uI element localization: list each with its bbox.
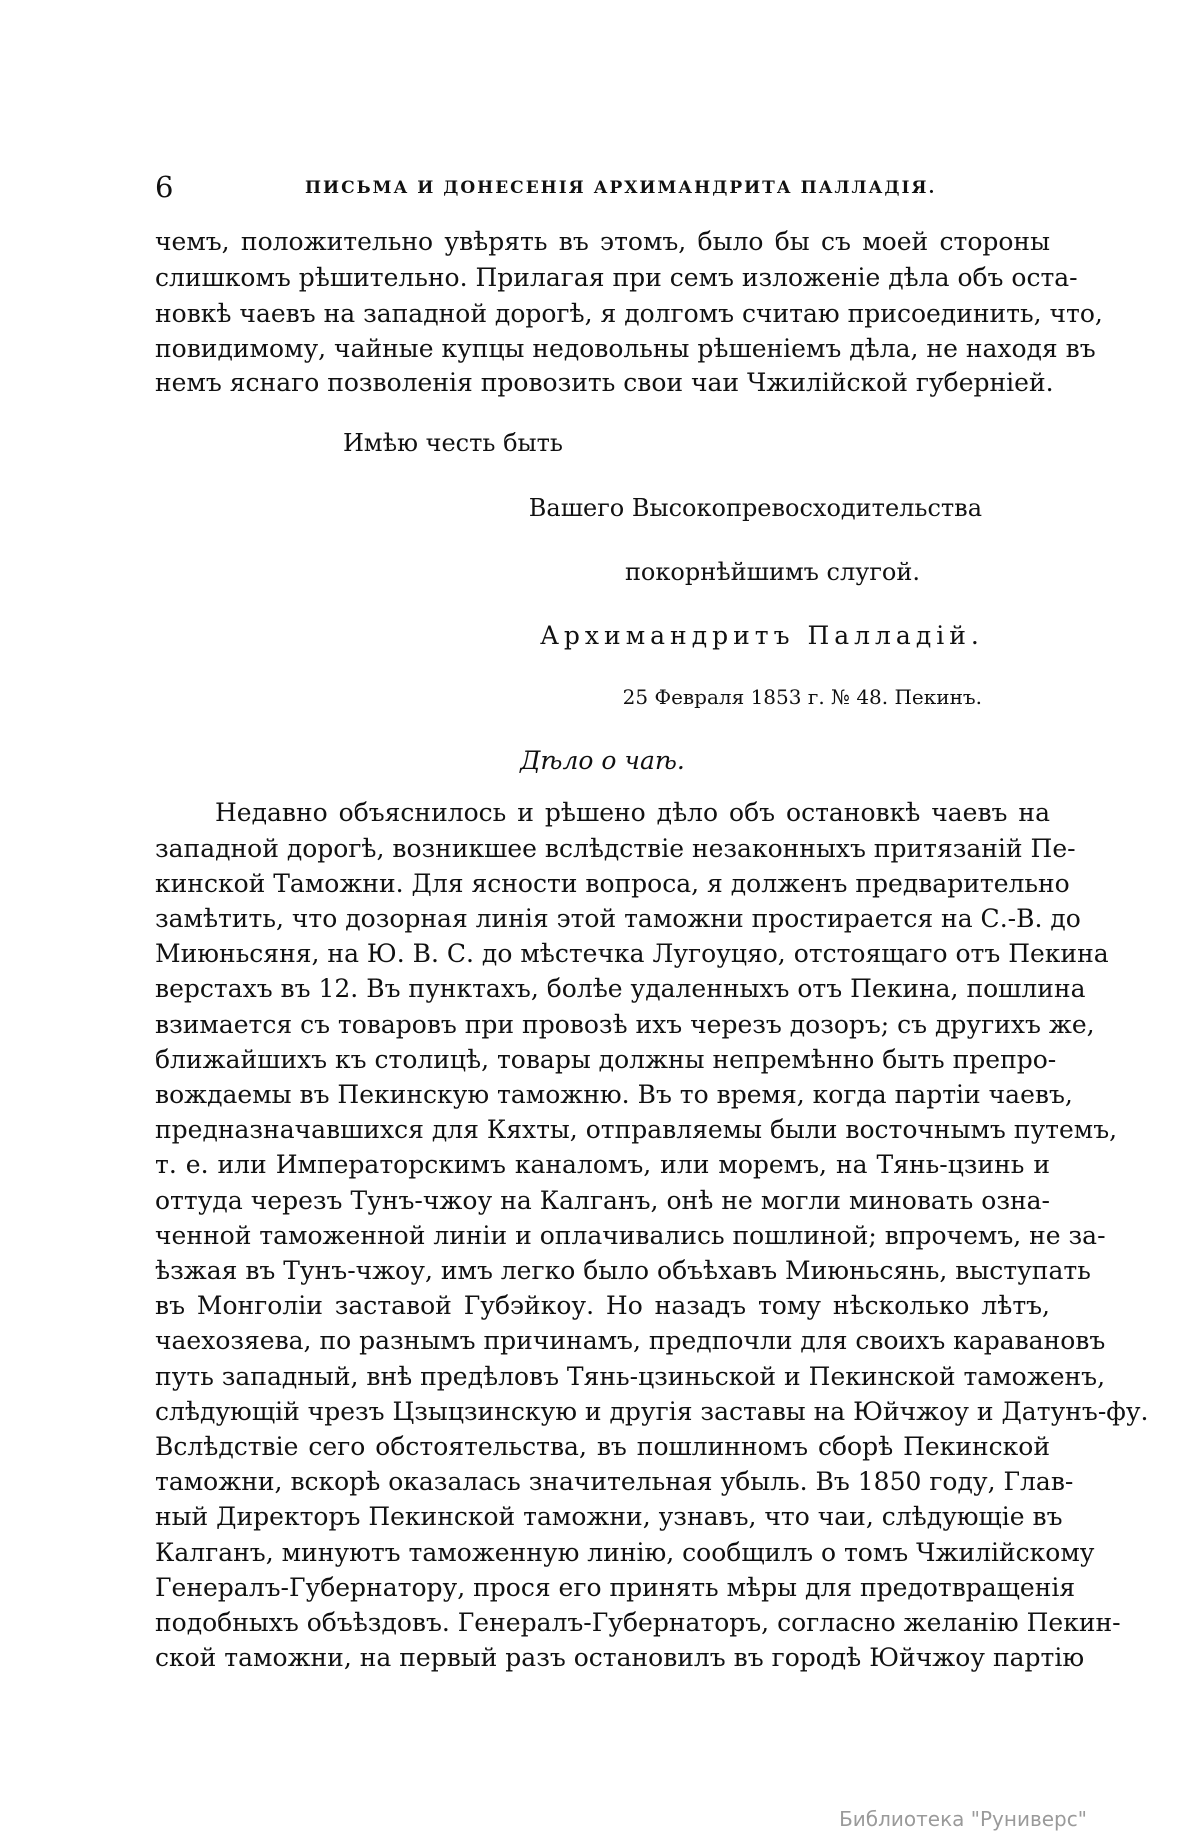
body-line: ный Директоръ Пекинской таможни, узнавъ, что чаи, слѣдующіе въ	[155, 1502, 1063, 1531]
body-line: Недавно объяснилось и рѣшено дѣло объ остановкѣ чаевъ на	[215, 798, 1050, 827]
running-title: ПИСЬМА И ДОНЕСЕНІЯ АРХИМАНДРИТА ПАЛЛАДІЯ.	[305, 178, 937, 198]
body-line: ѣзжая въ Тунъ-чжоу, имъ легко было объѣхавъ Миюньсянь, выступать	[155, 1256, 1091, 1285]
body-line: въ Монголіи заставой Губэйкоу. Но назадъ тому нѣсколько лѣтъ,	[155, 1291, 1050, 1320]
body-line: ченной таможенной линіи и оплачивались пошлиной; впрочемъ, не за-	[155, 1221, 1106, 1250]
body-line: западной дорогѣ, возникшее вслѣдствіе незаконныхъ притязаній Пе-	[155, 834, 1076, 863]
closing-line-1: Имѣю честь быть	[343, 429, 563, 457]
body-line: Миюньсяня, на Ю. В. С. до мѣстечка Лугоуцяо, отстоящаго отъ Пекина	[155, 939, 1109, 968]
letter-line: немъ яснаго позволенія провозить свои чаи Чжилійской губерніей.	[155, 368, 1054, 397]
body-line: замѣтить, что дозорная линія этой таможни простирается на С.-В. до	[155, 904, 1081, 933]
body-line: предназначавшихся для Кяхты, отправляемы были восточнымъ путемъ,	[155, 1115, 1118, 1144]
signature: Архимандритъ Палладій.	[540, 621, 984, 650]
body-line: вождаемы въ Пекинскую таможню. Въ то время, когда партіи чаевъ,	[155, 1080, 1073, 1109]
page-number: 6	[155, 170, 174, 204]
body-line: ближайшихъ къ столицѣ, товары должны непремѣнно быть препро-	[155, 1045, 1057, 1074]
letter-line: новкѣ чаевъ на западной дорогѣ, я долгомъ считаю присоединить, что,	[155, 299, 1103, 328]
body-line: таможни, вскорѣ оказалась значительная убыль. Въ 1850 году, Глав-	[155, 1467, 1074, 1496]
letter-line: повидимому, чайные купцы недовольны рѣшеніемъ дѣла, не находя въ	[155, 334, 1096, 363]
body-line: слѣдующій чрезъ Цзыцзинскую и другія заставы на Юйчжоу и Датунъ-фу.	[155, 1397, 1149, 1426]
library-watermark: Библиотека "Руниверс"	[839, 1807, 1087, 1831]
letter-line: чемъ, положительно увѣрять въ этомъ, было бы съ моей стороны	[155, 227, 1050, 256]
body-line: Генералъ-Губернатору, прося его принять мѣры для предотвращенія	[155, 1573, 1076, 1602]
body-line: подобныхъ объѣздовъ. Генералъ-Губернаторъ, согласно желанію Пекин-	[155, 1608, 1121, 1637]
page-header	[155, 170, 1050, 210]
body-line: т. е. или Императорскимъ каналомъ, или моремъ, на Тянь-цзинь и	[155, 1150, 1050, 1179]
letter-line: слишкомъ рѣшительно. Прилагая при семъ изложеніе дѣла объ оста-	[155, 263, 1078, 292]
body-line: путь западный, внѣ предѣловъ Тянь-цзиньской и Пекинской таможенъ,	[155, 1362, 1106, 1391]
body-line: взимается съ товаровъ при провозѣ ихъ черезъ дозоръ; съ другихъ же,	[155, 1010, 1095, 1039]
section-title: Дѣло о чаѣ.	[520, 746, 685, 775]
body-line: Калганъ, минуютъ таможенную линію, сообщилъ о томъ Чжилійскому	[155, 1538, 1095, 1567]
body-line: верстахъ въ 12. Въ пунктахъ, болѣе удаленныхъ отъ Пекина, пошлина	[155, 974, 1086, 1003]
closing-line-2: Вашего Высокопревосходительства	[528, 494, 982, 522]
body-line: кинской Таможни. Для ясности вопроса, я долженъ предварительно	[155, 869, 1070, 898]
closing-line-3: покорнѣйшимъ слугой.	[624, 558, 920, 586]
body-line: Вслѣдствіе сего обстоятельства, въ пошлинномъ сборѣ Пекинской	[155, 1432, 1050, 1461]
dateline: 25 Февраля 1853 г. № 48. Пекинъ.	[622, 685, 982, 709]
body-line: ской таможни, на первый разъ остановилъ въ городѣ Юйчжоу партію	[155, 1643, 1085, 1672]
body-line: оттуда черезъ Тунъ-чжоу на Калганъ, онѣ не могли миновать озна-	[155, 1186, 1050, 1215]
body-line: чаехозяева, по разнымъ причинамъ, предпочли для своихъ каравановъ	[155, 1326, 1106, 1355]
